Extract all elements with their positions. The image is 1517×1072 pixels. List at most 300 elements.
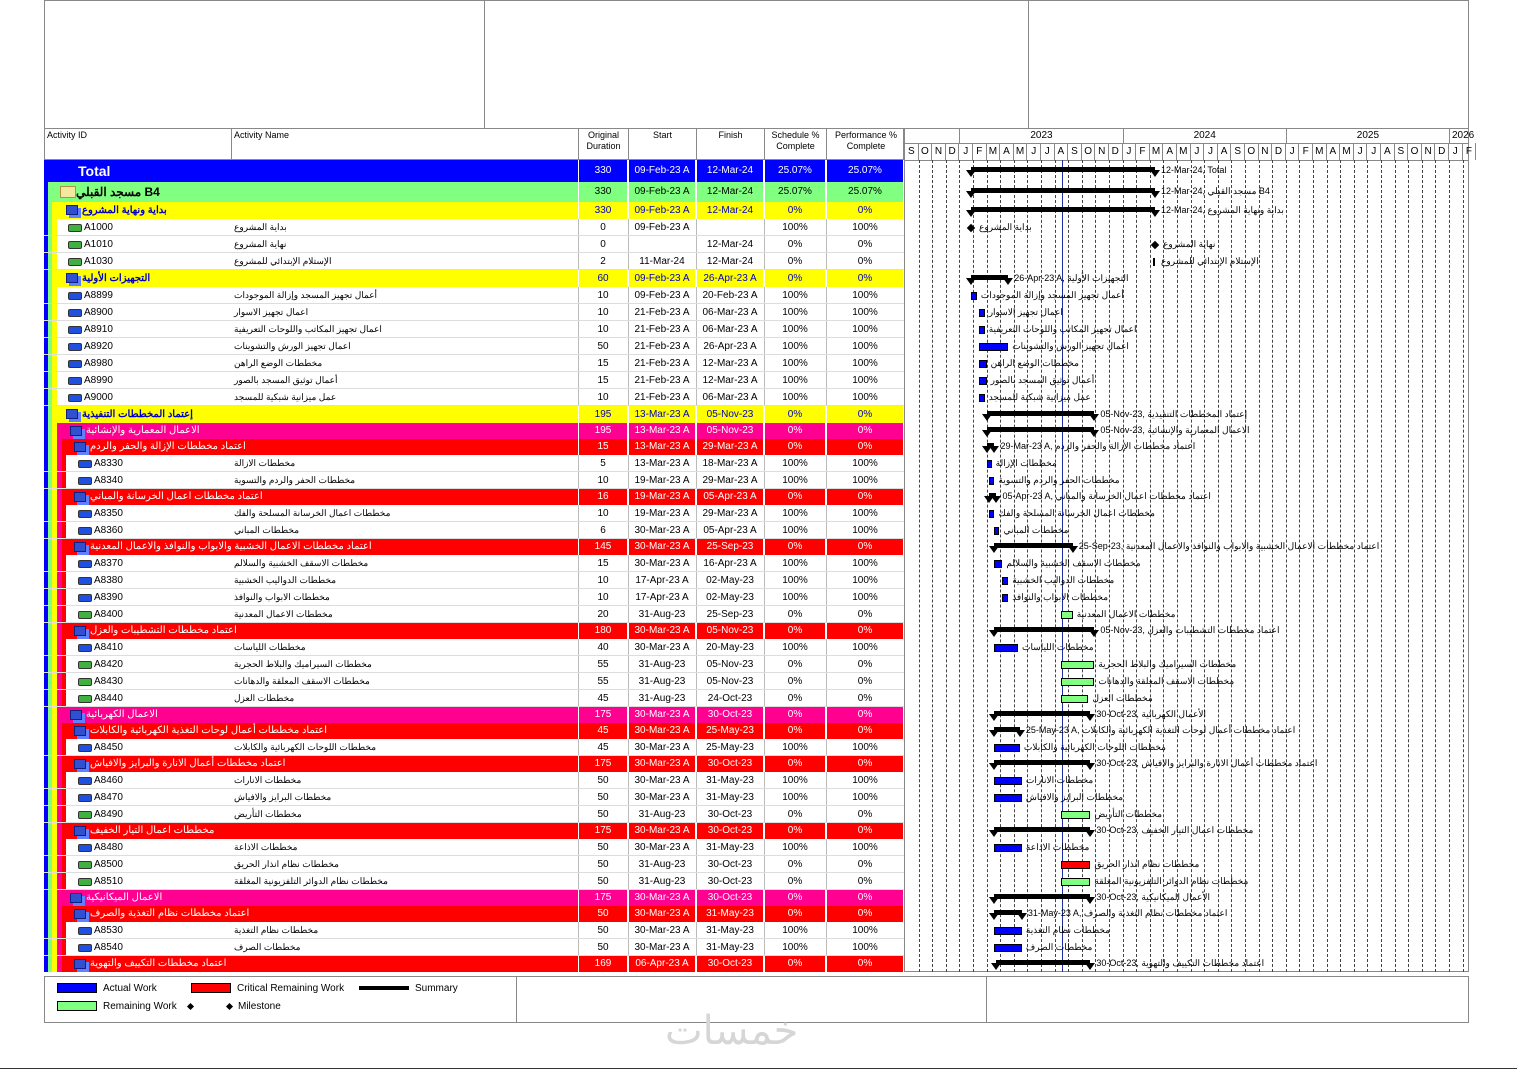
cell-activity-id: A8510 (94, 876, 123, 887)
table-row[interactable] (44, 304, 904, 321)
cell-activity-name: مخططات الوضع الراهن (234, 358, 323, 368)
cell-duration: 50 (578, 906, 628, 922)
table-row[interactable] (44, 723, 904, 739)
legend-summary-label: Summary (415, 983, 458, 994)
wbs-indent-band (52, 287, 57, 303)
cell-duration: 55 (578, 673, 628, 689)
wbs-icon (74, 759, 86, 769)
activity-icon (68, 394, 82, 402)
summary-bar[interactable] (971, 207, 1155, 212)
actual-work-bar[interactable] (979, 377, 987, 385)
activity-icon (78, 777, 92, 785)
cell-start: 06-Apr-23 A (628, 956, 696, 972)
table-row[interactable] (44, 806, 904, 823)
actual-work-bar[interactable] (979, 360, 987, 368)
cell-performance-pct: 25.07% (826, 160, 904, 182)
activity-icon (78, 811, 92, 819)
cell-finish: 25-Sep-23 (696, 539, 764, 555)
activity-icon (68, 309, 82, 317)
cell-schedule-pct: 100% (764, 455, 826, 471)
cell-start: 30-Mar-23 A (628, 555, 696, 571)
summary-bar[interactable] (971, 167, 1155, 172)
cell-finish: 30-Oct-23 (696, 707, 764, 723)
table-row[interactable] (44, 873, 904, 890)
cell-start: 09-Feb-23 A (628, 219, 696, 235)
cell-finish (696, 219, 764, 235)
table-row[interactable] (44, 338, 904, 355)
cell-finish: 30-Oct-23 (696, 890, 764, 906)
month-tick: A (1163, 143, 1177, 160)
summary-bar[interactable] (987, 411, 1095, 416)
cell-finish: 20-May-23 (696, 639, 764, 655)
cell-schedule-pct: 0% (764, 270, 826, 287)
table-row[interactable] (44, 489, 904, 505)
cell-performance-pct: 0% (826, 723, 904, 739)
actual-work-bar[interactable] (979, 343, 1008, 351)
table-row[interactable] (44, 772, 904, 789)
month-tick: N (932, 143, 946, 160)
summary-bar[interactable] (994, 760, 1090, 765)
cell-activity-id: الاعمال الكهربائية (86, 709, 158, 720)
actual-work-bar[interactable] (994, 560, 1002, 568)
cell-duration: 175 (578, 756, 628, 772)
table-row[interactable] (44, 789, 904, 806)
critical-work-bar[interactable] (1061, 861, 1090, 869)
gantt-bar-label: مخططات العزل (1092, 692, 1153, 703)
remaining-work-bar[interactable] (1061, 811, 1090, 819)
actual-work-bar[interactable] (994, 944, 1021, 952)
table-row[interactable] (44, 939, 904, 956)
cell-performance-pct: 100% (826, 639, 904, 655)
cell-finish: 02-May-23 (696, 589, 764, 605)
cell-performance-pct: 0% (826, 606, 904, 622)
table-header (44, 128, 904, 160)
cell-finish: 06-Mar-23 A (696, 304, 764, 320)
cell-finish: 31-May-23 (696, 839, 764, 855)
cell-activity-name (231, 439, 578, 455)
wbs-indent-band (57, 623, 62, 639)
cell-schedule-pct: 0% (764, 756, 826, 772)
month-tick: O (1245, 143, 1259, 160)
gantt-bar-label: مخططات اللياسات (1021, 641, 1094, 652)
table-row[interactable] (44, 355, 904, 372)
legend-divider-2 (986, 977, 987, 1022)
cell-duration: 175 (578, 707, 628, 723)
table-row[interactable] (44, 823, 904, 839)
activity-icon (78, 460, 92, 468)
cell-start: 13-Mar-23 A (628, 423, 696, 439)
cell-finish: 12-Mar-23 A (696, 372, 764, 388)
summary-bar[interactable] (994, 894, 1090, 899)
remaining-work-bar[interactable] (1061, 611, 1073, 619)
wbs-indent-band (52, 219, 57, 235)
table-row[interactable] (44, 839, 904, 856)
cell-start: 30-Mar-23 A (628, 756, 696, 772)
table-row[interactable] (44, 690, 904, 707)
cell-activity-id: A8380 (94, 575, 123, 586)
cell-start: 19-Mar-23 A (628, 489, 696, 505)
actual-work-bar[interactable] (1002, 594, 1008, 602)
table-row[interactable] (44, 673, 904, 690)
cell-activity-name: مخططات الاذاعة (234, 842, 298, 852)
milestone-marker[interactable] (1151, 240, 1159, 248)
cell-finish: 25-Sep-23 (696, 606, 764, 622)
cell-activity-id: A8910 (84, 324, 113, 335)
table-row[interactable] (44, 623, 904, 639)
activity-icon (78, 695, 92, 703)
cell-finish: 16-Apr-23 A (696, 555, 764, 571)
remaining-work-bar[interactable] (1061, 661, 1094, 669)
cell-duration: 6 (578, 522, 628, 538)
gantt-bar-label: 05-Nov-23, اعتماد مخططات التشطيبات والعزل (1100, 625, 1280, 635)
cell-activity-name: اعمال تجهيز الاسوار (234, 307, 309, 317)
cell-schedule-pct: 0% (764, 873, 826, 889)
short-activity-marker[interactable] (1153, 258, 1155, 266)
month-tick: A (1218, 143, 1232, 160)
table-row[interactable] (44, 439, 904, 455)
cell-duration: 180 (578, 623, 628, 639)
summary-bar[interactable] (994, 627, 1094, 632)
summary-end-marker (1085, 963, 1095, 970)
actual-work-bar[interactable] (987, 460, 992, 468)
cell-activity-id: A8470 (94, 792, 123, 803)
wbs-icon (66, 273, 78, 283)
wbs-indent-band (52, 321, 57, 337)
cell-finish: 12-Mar-24 (696, 182, 764, 202)
table-row[interactable] (44, 539, 904, 555)
cell-activity-name: مخططات التأريض (234, 809, 302, 819)
actual-work-bar[interactable] (994, 927, 1021, 935)
month-tick: D (1109, 143, 1123, 160)
cell-activity-id: A1030 (84, 256, 113, 267)
cell-schedule-pct: 0% (764, 856, 826, 872)
cell-activity-id: A8410 (94, 642, 123, 653)
table-row[interactable] (44, 287, 904, 304)
cell-activity-id: A1010 (84, 239, 113, 250)
col-schedule-pct-line1: Schedule % (771, 130, 820, 140)
activity-icon (68, 224, 82, 232)
summary-bar[interactable] (987, 427, 1095, 432)
cell-performance-pct: 100% (826, 589, 904, 605)
summary-end-marker (989, 730, 999, 737)
cell-performance-pct: 0% (826, 690, 904, 706)
cell-finish: 05-Nov-23 (696, 656, 764, 672)
cell-activity-name: أعمال توثيق المسجد بالصور (234, 375, 338, 385)
gantt-bar-label: مخططات الاسقف الخشبية والسلالم (1006, 557, 1141, 568)
table-row[interactable] (44, 455, 904, 472)
cell-duration: 15 (578, 439, 628, 455)
month-tick: O (1408, 143, 1422, 160)
cell-performance-pct: 0% (826, 202, 904, 219)
cell-performance-pct: 0% (826, 656, 904, 672)
month-tick: J (1367, 143, 1381, 160)
cell-finish: 05-Apr-23 A (696, 522, 764, 538)
activity-icon (78, 577, 92, 585)
cell-finish: 30-Oct-23 (696, 823, 764, 839)
cell-performance-pct: 25.07% (826, 182, 904, 202)
year-label: 2026 (1449, 129, 1476, 143)
legend-actual-work (57, 983, 157, 994)
cell-activity-name: اعمال تجهيز الورش والتشوينات (234, 341, 351, 351)
cell-performance-pct: 100% (826, 372, 904, 388)
summary-bar[interactable] (994, 543, 1072, 548)
cell-activity-name (231, 623, 578, 639)
cell-schedule-pct: 100% (764, 639, 826, 655)
gantt-bars (905, 160, 1468, 972)
actual-work-bar[interactable] (979, 309, 985, 317)
summary-bar[interactable] (971, 188, 1155, 193)
wbs-indent-band (62, 772, 66, 788)
summary-end-marker (1089, 414, 1099, 421)
cell-start: 21-Feb-23 A (628, 372, 696, 388)
cell-schedule-pct: 100% (764, 939, 826, 955)
header-box-middle (484, 0, 1029, 129)
legend-remaining-label: Remaining Work (103, 1001, 177, 1012)
gantt-bar-label: 25-Sep-23, اعتماد مخططات الاعمال الخشبية والابواب والنوافذ والاعمال المعدنية (1078, 541, 1380, 551)
col-activity-name[interactable]: Activity Name (232, 129, 579, 159)
activity-icon (78, 510, 92, 518)
cell-performance-pct: 0% (826, 823, 904, 839)
actual-work-bar[interactable] (994, 644, 1017, 652)
table-row[interactable] (44, 922, 904, 939)
cell-schedule-pct: 100% (764, 219, 826, 235)
col-schedule-pct-line2: Complete (776, 141, 815, 151)
cell-schedule-pct: 100% (764, 505, 826, 521)
cell-finish: 31-May-23 (696, 772, 764, 788)
remaining-work-bar[interactable] (1061, 695, 1088, 703)
col-activity-id[interactable]: Activity ID (45, 129, 232, 159)
wbs-icon (74, 442, 86, 452)
legend-remaining-work (57, 1001, 193, 1012)
cell-activity-id: اعتماد مخططات نظام التغذية والصرف (90, 908, 250, 919)
cell-finish: 02-May-23 (696, 572, 764, 588)
table-row[interactable] (44, 270, 904, 287)
cell-performance-pct: 100% (826, 338, 904, 354)
legend-actual-swatch (57, 983, 97, 993)
cell-activity-name: مخططات الازالة (234, 458, 296, 468)
remaining-work-bar[interactable] (1061, 678, 1094, 686)
cell-performance-pct: 0% (826, 623, 904, 639)
actual-work-bar[interactable] (989, 510, 995, 518)
cell-finish: 30-Oct-23 (696, 873, 764, 889)
month-tick: J (1027, 143, 1041, 160)
gantt-bar-label: 31-May-23 A, اعتماد مخططات نظام التغذية والصرف (1027, 908, 1228, 918)
cell-start: 30-Mar-23 A (628, 623, 696, 639)
table-row[interactable] (44, 372, 904, 389)
table-row[interactable] (44, 505, 904, 522)
gantt-bar-label: اعمال تجهيز الورش والتشوينات (1012, 340, 1129, 351)
wbs-indent-band (52, 707, 57, 723)
milestone-marker[interactable] (967, 223, 975, 231)
cell-start: 30-Mar-23 A (628, 522, 696, 538)
wbs-icon (66, 205, 78, 215)
cell-activity-id: A8450 (94, 742, 123, 753)
summary-end-marker (989, 714, 999, 721)
cell-performance-pct: 100% (826, 555, 904, 571)
cell-schedule-pct: 0% (764, 423, 826, 439)
cell-activity-name (231, 539, 578, 555)
actual-work-bar[interactable] (994, 527, 999, 535)
actual-work-bar[interactable] (994, 777, 1021, 785)
cell-activity-name (231, 423, 578, 439)
gantt-bar-label: 12-Mar-24, مسجد القبلي B4 (1161, 186, 1270, 196)
cell-finish: 26-Apr-23 A (696, 338, 764, 354)
summary-end-marker (1003, 278, 1013, 285)
actual-work-bar[interactable] (994, 844, 1021, 852)
table-row[interactable] (44, 219, 904, 236)
activity-icon (78, 560, 92, 568)
legend-critical-remaining (191, 983, 344, 994)
table-row[interactable] (44, 856, 904, 873)
cell-performance-pct: 100% (826, 304, 904, 320)
cell-start: 30-Mar-23 A (628, 539, 696, 555)
cell-activity-id: A8360 (94, 525, 123, 536)
cell-activity-id: A8460 (94, 775, 123, 786)
cell-schedule-pct: 100% (764, 355, 826, 371)
cell-finish: 24-Oct-23 (696, 690, 764, 706)
cell-activity-name: مخططات الحفر والردم والتسوية (234, 475, 356, 485)
table-row[interactable] (44, 253, 904, 270)
cell-start: 17-Apr-23 A (628, 589, 696, 605)
wbs-icon (74, 959, 86, 969)
col-performance-pct-line2: Complete (846, 141, 886, 151)
table-row[interactable] (44, 182, 904, 202)
summary-bar[interactable] (994, 711, 1090, 716)
cell-performance-pct: 100% (826, 772, 904, 788)
table-row[interactable] (44, 890, 904, 906)
table-row[interactable] (44, 555, 904, 572)
table-row[interactable] (44, 522, 904, 539)
cell-start: 13-Mar-23 A (628, 455, 696, 471)
table-row[interactable] (44, 606, 904, 623)
wbs-indent-band (62, 873, 66, 889)
gantt-bar-label: مخططات الإزالة (995, 457, 1057, 468)
table-row[interactable] (44, 906, 904, 922)
actual-work-bar[interactable] (979, 394, 985, 402)
summary-bar[interactable] (994, 827, 1090, 832)
month-tick: S (1068, 143, 1082, 160)
actual-work-bar[interactable] (971, 292, 977, 300)
col-performance-pct[interactable] (827, 129, 905, 159)
month-tick: A (1327, 143, 1341, 160)
table-row[interactable] (44, 956, 904, 972)
cell-performance-pct: 100% (826, 505, 904, 521)
cell-duration: 55 (578, 656, 628, 672)
wbs-indent-band (52, 304, 57, 320)
summary-end-marker (1150, 191, 1160, 198)
cell-duration: 50 (578, 772, 628, 788)
cell-activity-name: مخططات اللياسات (234, 642, 306, 652)
gantt-bar-label: مخططات الانارات (1025, 774, 1094, 785)
cell-start: 21-Feb-23 A (628, 321, 696, 337)
cell-schedule-pct: 100% (764, 321, 826, 337)
milestone-icon (186, 1003, 193, 1010)
cell-activity-id: A8370 (94, 558, 123, 569)
gantt-bar-label: الإستلام الإبتدائي للمشروع (1161, 255, 1259, 266)
col-finish[interactable]: Finish (697, 129, 765, 159)
gantt-bar-label: مخططات اعمال الخرسانة المسلحة والفك (998, 507, 1155, 518)
actual-work-bar[interactable] (1002, 577, 1008, 585)
table-row[interactable] (44, 472, 904, 489)
cell-activity-name: مخططات السيراميك والبلاط الحجرية (234, 659, 372, 669)
cell-activity-id: A8420 (94, 659, 123, 670)
summary-end-marker (1085, 714, 1095, 721)
cell-activity-name: مخططات الاعمال المعدنية (234, 609, 333, 619)
cell-activity-id: الاعمال المعمارية والإنشائية (86, 425, 200, 436)
gantt-bar-label: مخططات الصرف (1025, 941, 1093, 952)
cell-activity-name (231, 182, 578, 202)
cell-schedule-pct: 100% (764, 522, 826, 538)
gantt-bar-label: عمل ميزانية شبكية للمسجد (988, 391, 1091, 402)
table-row[interactable] (44, 389, 904, 406)
table-row[interactable] (44, 707, 904, 723)
table-row[interactable] (44, 639, 904, 656)
table-row[interactable] (44, 756, 904, 772)
cell-schedule-pct: 0% (764, 890, 826, 906)
actual-work-bar[interactable] (979, 326, 985, 334)
cell-schedule-pct: 0% (764, 956, 826, 972)
cell-schedule-pct: 0% (764, 906, 826, 922)
wbs-indent-band (62, 522, 66, 538)
cell-start: 21-Feb-23 A (628, 304, 696, 320)
cell-activity-id: اعتماد مخططات أعمال لوحات التغذية الكهربائية والكابلات (90, 725, 328, 736)
table-row[interactable] (44, 739, 904, 756)
cell-schedule-pct: 0% (764, 539, 826, 555)
cell-performance-pct: 0% (826, 707, 904, 723)
cell-finish: 12-Mar-24 (696, 202, 764, 219)
header-box-right (1028, 0, 1469, 129)
table-row[interactable] (44, 236, 904, 253)
cell-activity-id: A8390 (94, 592, 123, 603)
cell-duration: 50 (578, 873, 628, 889)
col-start[interactable]: Start (629, 129, 697, 159)
wbs-indent-band (57, 823, 62, 839)
actual-work-bar[interactable] (994, 794, 1021, 802)
cell-schedule-pct: 0% (764, 723, 826, 739)
cell-start: 30-Mar-23 A (628, 723, 696, 739)
wbs-indent-band (62, 839, 66, 855)
actual-work-bar[interactable] (994, 744, 1019, 752)
cell-schedule-pct: 100% (764, 304, 826, 320)
cell-schedule-pct: 0% (764, 202, 826, 219)
cell-finish: 12-Mar-24 (696, 236, 764, 252)
cell-activity-name: مخططات الدواليب الخشبية (234, 575, 337, 585)
table-row[interactable] (44, 423, 904, 439)
summary-bar[interactable] (996, 960, 1090, 965)
summary-end-marker (989, 763, 999, 770)
table-row[interactable] (44, 406, 904, 423)
actual-work-bar[interactable] (989, 477, 995, 485)
cell-start: 31-Aug-23 (628, 806, 696, 822)
table-row[interactable] (44, 589, 904, 606)
table-row[interactable] (44, 321, 904, 338)
table-row[interactable] (44, 202, 904, 219)
cell-duration: 10 (578, 505, 628, 521)
wbs-indent-band (48, 270, 52, 287)
cell-start: 09-Feb-23 A (628, 270, 696, 287)
table-row[interactable] (44, 572, 904, 589)
table-row[interactable] (44, 160, 904, 182)
cell-start: 31-Aug-23 (628, 606, 696, 622)
remaining-work-bar[interactable] (1061, 878, 1090, 886)
summary-end-marker (1068, 546, 1078, 553)
month-tick: F (973, 143, 987, 160)
cell-duration: 145 (578, 539, 628, 555)
col-original-duration[interactable] (579, 129, 629, 159)
cell-activity-name: الإستلام الإبتدائي للمشروع (234, 256, 332, 266)
table-row[interactable] (44, 656, 904, 673)
col-schedule-pct[interactable] (765, 129, 827, 159)
